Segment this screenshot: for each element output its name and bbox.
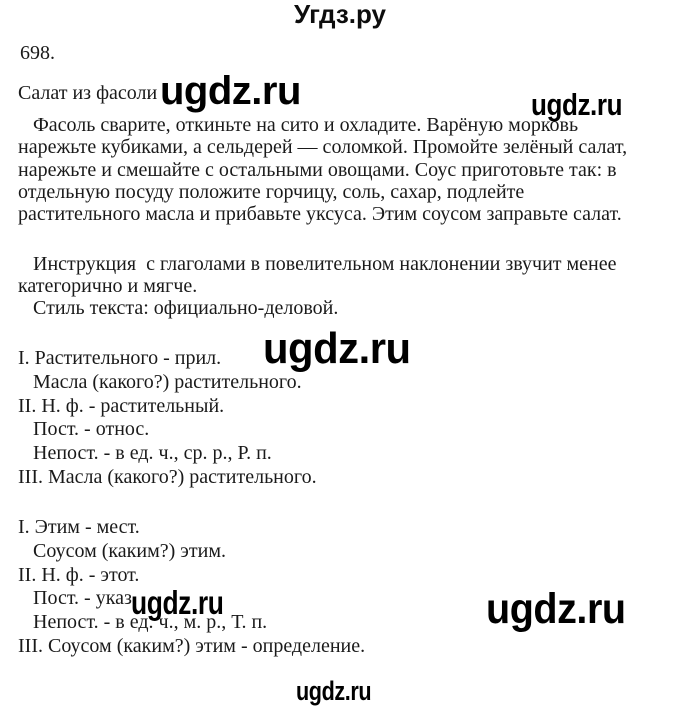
text-line: отдельную посуду положите горчицу, соль, сахар, подлейте	[18, 180, 525, 203]
text-line: II. Н. ф. - растительный.	[18, 394, 225, 417]
recipe-text	[18, 114, 627, 225]
text-line: Непост. - в ед. ч., м. р., Т. п.	[33, 611, 268, 634]
text-line: I. Растительного - прил.	[18, 347, 222, 369]
watermark-ugdz: ugdz.ru	[263, 324, 411, 373]
recipe-title: Салат из фасоли	[18, 82, 158, 104]
text-line: растительного масла и прибавьте уксуса. Этим соусом заправьте салат.	[18, 203, 622, 226]
text-line: нарежьте и смешайте с остальными овощами. Соус приготовьте так: в	[18, 158, 617, 181]
text-line: Инструкция с глаголами в повелительном наклонении звучит менее	[33, 253, 617, 275]
text-line: Пост. - относ.	[33, 418, 150, 441]
exercise-number: 698.	[20, 42, 55, 64]
text-line: III. Соусом (каким?) этим - определение.	[18, 634, 366, 657]
text-line: Стиль текста: официально-деловой.	[33, 296, 339, 319]
text-line: II. Н. ф. - этот.	[18, 563, 140, 586]
style-notes	[18, 254, 617, 319]
text-line: категорично и мягче.	[18, 274, 198, 297]
site-header-title: Угдз.ру	[294, 0, 386, 29]
text-line: III. Масла (какого?) растительного.	[18, 465, 317, 488]
watermark-ugdz: ugdz.ru	[131, 584, 224, 621]
footer-watermark-ugdz: ugdz.ru	[296, 676, 372, 706]
watermark-ugdz: ugdz.ru	[160, 69, 301, 113]
text-line: Непост. - в ед. ч., ср. р., Р. п.	[33, 442, 272, 465]
text-line: Масла (какого?) растительного.	[33, 370, 302, 393]
text-line: Соусом (каким?) этим.	[33, 539, 226, 562]
watermark-ugdz: ugdz.ru	[531, 87, 623, 122]
text-line: I. Этим - мест.	[18, 516, 140, 538]
text-line: Фасоль сварите, откиньте на сито и охладите. Варёную морковь	[33, 114, 579, 136]
watermark-ugdz: ugdz.ru	[486, 585, 626, 633]
text-line: нарежьте кубиками, а сельдерей — соломкой. Промойте зелёный салат,	[18, 136, 628, 159]
text-line: Пост. - указ.	[33, 587, 137, 610]
